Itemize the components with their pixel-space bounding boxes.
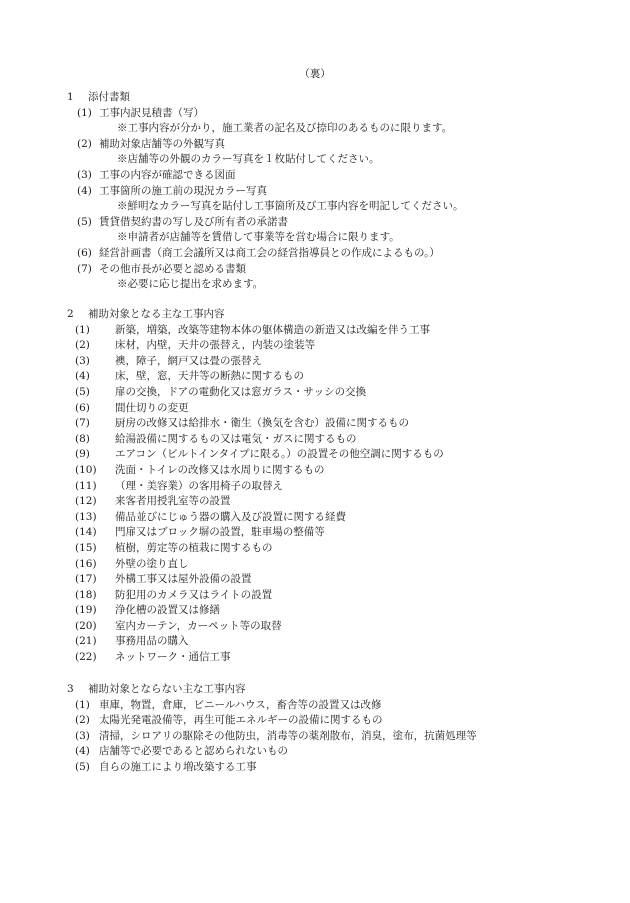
list-item	[67, 494, 607, 510]
item-text: 新築，増築，改築等建物本体の躯体構造の新造又は改編を伴う工事	[115, 323, 430, 336]
section-ineligible-works	[67, 682, 607, 776]
item-text: 浄化槽の設置又は修繕	[115, 604, 220, 617]
item-text: その他市長が必要と認める書類	[99, 262, 246, 275]
list-item	[67, 168, 607, 184]
item-number: (13)	[75, 510, 97, 523]
item-text: 備品並びにじゅう器の購入及び設置に関する経費	[115, 510, 346, 523]
list-item	[67, 760, 607, 776]
list-item	[67, 184, 607, 200]
list-item	[67, 510, 607, 526]
list-item	[67, 729, 607, 745]
list-item	[67, 385, 607, 401]
item-number: (2)	[75, 714, 90, 727]
list-item	[67, 323, 607, 339]
list-item	[67, 479, 607, 495]
item-text: 経営計画書（商工会議所又は商工会の経営指導員との作成によるもの。）	[99, 246, 440, 259]
item-number: (7)	[75, 417, 90, 430]
item-number: (1)	[77, 106, 92, 119]
section-title: 添付書類	[88, 91, 130, 103]
item-number: (3)	[75, 729, 90, 742]
item-number: (6)	[75, 401, 90, 414]
list-item	[67, 619, 607, 635]
section-number: 1	[67, 91, 74, 103]
item-note: ※申請者が店舗等を賃借して事業等を営む場合に限ります。	[117, 231, 400, 244]
list-item	[67, 338, 607, 354]
section-attachments	[67, 90, 607, 293]
section-eligible-works	[67, 307, 607, 666]
list-item	[67, 463, 607, 479]
item-number: (1)	[75, 323, 90, 336]
item-number: (20)	[75, 619, 97, 632]
list-item	[67, 432, 607, 448]
item-number: (3)	[75, 354, 90, 367]
item-text: 襖，障子，網戸又は畳の張替え	[115, 354, 262, 367]
list-item	[67, 401, 607, 417]
item-text: 店舗等で必要であると認められないもの	[99, 745, 288, 758]
item-note: ※工事内容が分かり，施工業者の記名及び捺印のあるものに限ります。	[117, 122, 453, 135]
item-text: 補助対象店舗等の外観写真	[99, 137, 225, 150]
section-title: 補助対象となる主な工事内容	[88, 308, 225, 320]
item-number: (4)	[75, 745, 90, 758]
item-text: 工事の内容が確認できる図面	[99, 168, 236, 181]
item-text: 洗面・トイレの改修又は水周りに関するもの	[115, 463, 325, 476]
item-number: (14)	[75, 526, 97, 539]
item-text: 室内カーテン，カーペット等の取替	[115, 619, 282, 632]
list-item	[67, 137, 607, 153]
item-number: (10)	[75, 463, 97, 476]
section-number: 2	[67, 308, 74, 320]
item-number: (3)	[77, 168, 92, 181]
item-number: (7)	[77, 262, 92, 275]
item-text: 来客者用授乳室等の設置	[115, 495, 231, 508]
section-title: 補助対象とならない主な工事内容	[88, 683, 246, 695]
item-text: 間仕切りの変更	[115, 401, 189, 414]
list-item	[67, 698, 607, 714]
list-item	[67, 572, 607, 588]
item-number: (18)	[75, 588, 97, 601]
item-text: 太陽光発電設備等，再生可能エネルギーの設備に関するもの	[99, 714, 383, 727]
item-number: (5)	[77, 215, 92, 228]
item-text: 外壁の塗り直し	[115, 557, 189, 570]
item-number: (1)	[75, 698, 90, 711]
item-text: 自らの施工により増改築する工事	[99, 760, 257, 773]
list-item	[67, 713, 607, 729]
item-number: (17)	[75, 573, 97, 586]
item-number: (16)	[75, 557, 97, 570]
item-note: ※鮮明なカラー写真を貼付し工事箇所及び工事内容を明記してください。	[117, 200, 464, 213]
list-item	[67, 246, 607, 262]
list-item	[67, 650, 607, 666]
list-item	[67, 603, 607, 619]
item-number: (19)	[75, 604, 97, 617]
item-text: 工事内訳見積書（写）	[99, 106, 204, 119]
item-number: (2)	[77, 137, 92, 150]
item-number: (4)	[77, 184, 92, 197]
list-item	[67, 634, 607, 650]
item-number: (4)	[75, 370, 90, 383]
item-number: (8)	[75, 432, 90, 445]
list-item	[67, 416, 607, 432]
list-item	[67, 354, 607, 370]
item-text: 清掃，シロアリの駆除その他防虫，消毒等の薬剤散布，消臭，塗布，抗菌処理等	[99, 729, 477, 742]
item-text: エアコン（ビルトインタイプに限る。）の設置その他空調に関するもの	[115, 448, 444, 461]
item-note: ※店舗等の外観のカラー写真を１枚貼付してください。	[117, 153, 380, 166]
list-item	[67, 215, 607, 231]
item-text: 厨房の改修又は給排水・衛生（換気を含む）設備に関するもの	[115, 417, 409, 430]
item-number: (2)	[75, 339, 90, 352]
item-number: (11)	[75, 479, 97, 492]
item-number: (12)	[75, 495, 97, 508]
item-text: 門扉又はブロック塀の設置，駐車場の整備等	[115, 526, 325, 539]
item-text: ネットワーク・通信工事	[115, 651, 231, 664]
item-number: (5)	[75, 385, 90, 398]
list-item	[67, 262, 607, 278]
list-item	[67, 106, 607, 122]
list-item	[67, 369, 607, 385]
list-item	[67, 557, 607, 573]
item-text: 事務用品の購入	[115, 635, 189, 648]
page-side-label: （裏）	[299, 68, 331, 80]
item-text: 植樹，剪定等の植栽に関するもの	[115, 541, 273, 554]
item-number: (22)	[75, 651, 97, 664]
item-text: 給湯設備に関するもの又は電気・ガスに関するもの	[115, 432, 357, 445]
item-text: 賃貸借契約書の写し及び所有者の承諾書	[99, 215, 288, 228]
item-text: （理・美容業）の客用椅子の取替え	[115, 479, 283, 492]
item-text: 工事箇所の施工前の現況カラー写真	[99, 184, 267, 197]
list-item	[67, 588, 607, 604]
section-heading	[67, 90, 607, 106]
item-number: (21)	[75, 635, 97, 648]
section-number: 3	[67, 683, 74, 695]
list-item	[67, 447, 607, 463]
section-heading	[67, 682, 607, 698]
item-text: 床材，内壁，天井の張替え，内装の塗装等	[115, 339, 316, 352]
item-text: 扉の交換，ドアの電動化又は窓ガラス・サッシの交換	[115, 385, 367, 398]
item-text: 車庫，物置，倉庫，ビニールハウス，畜舎等の設置又は改修	[99, 698, 382, 711]
item-number: (9)	[75, 448, 90, 461]
item-number: (15)	[75, 541, 97, 554]
list-item	[67, 541, 607, 557]
item-text: 防犯用のカメラ又はライトの設置	[115, 588, 273, 601]
list-item	[67, 525, 607, 541]
item-number: (6)	[77, 246, 92, 259]
item-number: (5)	[75, 760, 90, 773]
item-note: ※必要に応じ提出を求めます。	[117, 278, 264, 291]
item-text: 外構工事又は屋外設備の設置	[115, 573, 252, 586]
item-text: 床，壁，窓，天井等の断熱に関するもの	[115, 370, 304, 383]
section-heading	[67, 307, 607, 323]
list-item	[67, 744, 607, 760]
